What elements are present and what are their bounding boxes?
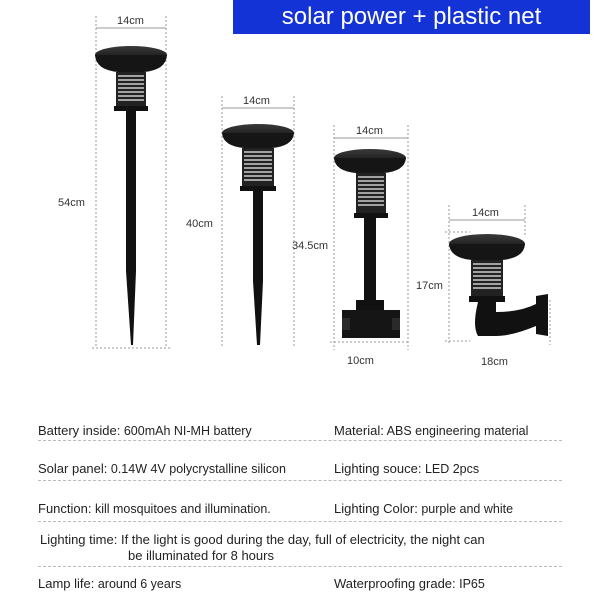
solar-panel-value: 0.14W 4V polycrystalline silicon [110, 462, 286, 476]
lamp-4-illustration [445, 205, 550, 345]
lighting-source-label: Lighting souce: [334, 461, 422, 476]
function-label: Function: [38, 501, 92, 516]
lamp-3-width-label: 14cm [356, 125, 383, 137]
waterproof-label: Waterproofing grade: [334, 576, 456, 591]
lamp-1-width-label: 14cm [117, 15, 144, 27]
divider [38, 521, 562, 522]
lamp-2-width-label: 14cm [243, 95, 270, 107]
lighting-time-value-line1: If the light is good during the day, full of electricity, the night can [120, 532, 485, 547]
waterproof-value: IP65 [459, 577, 485, 591]
lamp-3-base-label: 10cm [347, 355, 374, 367]
lighting-color-label: Lighting Color: [334, 501, 418, 516]
lamp-life-label: Lamp life: [38, 576, 95, 591]
lamp-2-height-label: 40cm [186, 218, 213, 230]
lighting-time-label: Lighting time: [40, 532, 118, 547]
battery-label: Battery inside: [38, 423, 121, 438]
lamp-3-height-label: 34.5cm [292, 240, 329, 252]
divider [38, 440, 562, 441]
lamp-3-illustration [330, 125, 410, 350]
divider [38, 480, 562, 481]
lamp-4-width-label: 14cm [472, 207, 499, 219]
divider [38, 566, 562, 567]
lamp-life-value: around 6 years [97, 577, 182, 591]
lighting-source-value: LED 2pcs [424, 462, 480, 476]
lamp-1-illustration [92, 16, 170, 348]
lamp-2-illustration [222, 96, 294, 346]
battery-value: 600mAh NI-MH battery [123, 424, 252, 438]
material-value: ABS engineering material [386, 424, 529, 438]
function-value: kill mosquitoes and illumination. [94, 502, 271, 516]
spec-row-lighting-time [40, 532, 560, 564]
lamp-4-depth-label: 18cm [481, 356, 508, 368]
lighting-time-value-line2: be illuminated for 8 hours [128, 548, 274, 563]
banner-title: solar power + plastic net [233, 0, 590, 34]
lamp-4-height-label: 17cm [416, 280, 443, 292]
lighting-color-value: purple and white [421, 502, 514, 516]
lamp-1-height-label: 54cm [58, 197, 85, 209]
material-label: Material: [334, 423, 384, 438]
solar-panel-label: Solar panel: [38, 461, 108, 476]
